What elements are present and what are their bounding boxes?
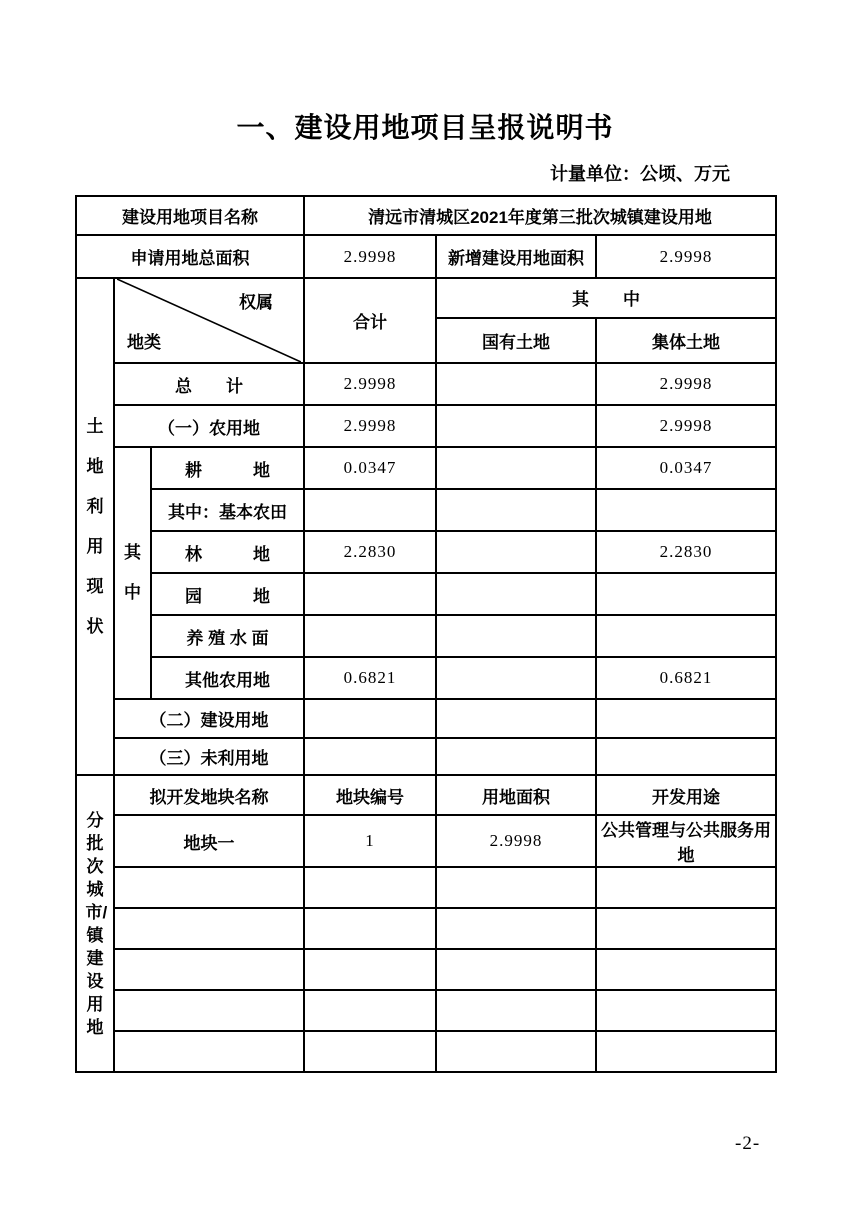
total-area-value: 2.9998 — [304, 235, 436, 278]
cell-state — [436, 738, 596, 775]
new-area-label: 新增建设用地面积 — [436, 235, 596, 278]
project-name-label: 建设用地项目名称 — [76, 196, 304, 235]
cell-total — [304, 573, 436, 615]
cell-total — [304, 489, 436, 531]
page-title: 一、建设用地项目呈报说明书 — [236, 112, 614, 143]
parcel-number — [304, 908, 436, 949]
column-header-collective-land: 集体土地 — [596, 318, 776, 363]
cell-total — [304, 699, 436, 738]
parcel-purpose — [596, 990, 776, 1031]
parcel-area — [436, 1031, 596, 1072]
total-area-label: 申请用地总面积 — [76, 235, 304, 278]
cell-state — [436, 363, 596, 405]
row-label-cultivated-land: 耕 地 — [151, 447, 304, 489]
parcel-name — [114, 949, 304, 990]
cell-total: 0.0347 — [304, 447, 436, 489]
section-batch-urban-land — [76, 775, 114, 1072]
parcel-header-number: 地块编号 — [304, 775, 436, 815]
section-land-use-status — [76, 278, 114, 775]
parcel-number — [304, 867, 436, 908]
parcel-name — [114, 1031, 304, 1072]
parcel-purpose — [596, 949, 776, 990]
table-row — [76, 657, 776, 699]
cell-collective: 0.0347 — [596, 447, 776, 489]
parcel-area: 2.9998 — [436, 815, 596, 867]
unit-note: 计量单位：公顷、万元 — [550, 164, 730, 184]
category-ownership-header — [114, 278, 304, 363]
corner-label-ownership: 权属 — [239, 293, 274, 312]
cell-collective: 2.9998 — [596, 405, 776, 447]
parcel-number — [304, 1031, 436, 1072]
table-row — [76, 699, 776, 738]
row-label-basic-farmland: 其中：基本农田 — [151, 489, 304, 531]
table-row — [76, 489, 776, 531]
cell-state — [436, 573, 596, 615]
table-row — [76, 815, 776, 867]
land-use-section-label: 土地利用现状 — [86, 416, 104, 636]
table-row — [76, 447, 776, 489]
parcel-area — [436, 949, 596, 990]
land-report-table — [75, 195, 777, 1073]
row-label-other-agricultural: 其他农用地 — [151, 657, 304, 699]
column-header-total: 合计 — [304, 278, 436, 363]
cell-state — [436, 699, 596, 738]
parcel-name — [114, 867, 304, 908]
cell-collective: 2.2830 — [596, 531, 776, 573]
parcel-name — [114, 908, 304, 949]
project-name-value: 清远市清城区2021年度第三批次城镇建设用地 — [304, 196, 776, 235]
parcel-area — [436, 867, 596, 908]
cell-total: 2.9998 — [304, 405, 436, 447]
cell-total: 2.2830 — [304, 531, 436, 573]
parcel-area — [436, 990, 596, 1031]
cell-collective — [596, 573, 776, 615]
subgroup-among — [114, 447, 151, 699]
parcel-header-name: 拟开发地块名称 — [114, 775, 304, 815]
cell-total: 2.9998 — [304, 363, 436, 405]
column-header-among: 其 中 — [436, 278, 776, 318]
table-row — [76, 990, 776, 1031]
parcel-purpose — [596, 1031, 776, 1072]
new-area-value: 2.9998 — [596, 235, 776, 278]
cell-state — [436, 489, 596, 531]
cell-state — [436, 405, 596, 447]
parcel-header-purpose: 开发用途 — [596, 775, 776, 815]
table-row — [76, 908, 776, 949]
cell-total — [304, 738, 436, 775]
table-row — [76, 738, 776, 775]
cell-state — [436, 615, 596, 657]
cell-total: 0.6821 — [304, 657, 436, 699]
parcel-number — [304, 949, 436, 990]
row-label-grand-total: 总 计 — [114, 363, 304, 405]
table-row — [76, 573, 776, 615]
parcel-name — [114, 990, 304, 1031]
table-row — [76, 615, 776, 657]
corner-label-land-category: 地类 — [127, 333, 161, 352]
cell-collective: 0.6821 — [596, 657, 776, 699]
cell-total — [304, 615, 436, 657]
table-row — [76, 405, 776, 447]
table-row — [76, 949, 776, 990]
row-label-agricultural-land: （一）农用地 — [114, 405, 304, 447]
parcel-purpose: 公共管理与公共服务用地 — [596, 815, 776, 867]
parcel-purpose — [596, 908, 776, 949]
cell-state — [436, 531, 596, 573]
row-label-forest-land: 林 地 — [151, 531, 304, 573]
parcel-number — [304, 990, 436, 1031]
row-label-construction-land: （二）建设用地 — [114, 699, 304, 738]
parcels-section-label: 分批次城市/镇建设用地 — [85, 810, 108, 1037]
cell-collective — [596, 615, 776, 657]
table-row — [76, 1031, 776, 1072]
row-label-garden-land: 园 地 — [151, 573, 304, 615]
parcel-header-area: 用地面积 — [436, 775, 596, 815]
table-row — [76, 867, 776, 908]
row-label-unused-land: （三）未利用地 — [114, 738, 304, 775]
parcel-name: 地块一 — [114, 815, 304, 867]
cell-state — [436, 657, 596, 699]
parcel-purpose — [596, 867, 776, 908]
parcel-area — [436, 908, 596, 949]
row-label-aquaculture-water: 养 殖 水 面 — [151, 615, 304, 657]
cell-collective — [596, 699, 776, 738]
parcel-number: 1 — [304, 815, 436, 867]
page-number: -2- — [735, 1133, 761, 1154]
cell-state — [436, 447, 596, 489]
cell-collective — [596, 738, 776, 775]
table-row — [76, 363, 776, 405]
cell-collective — [596, 489, 776, 531]
table-row — [76, 531, 776, 573]
among-vertical-label: 其中 — [124, 543, 141, 602]
cell-collective: 2.9998 — [596, 363, 776, 405]
column-header-state-land: 国有土地 — [436, 318, 596, 363]
